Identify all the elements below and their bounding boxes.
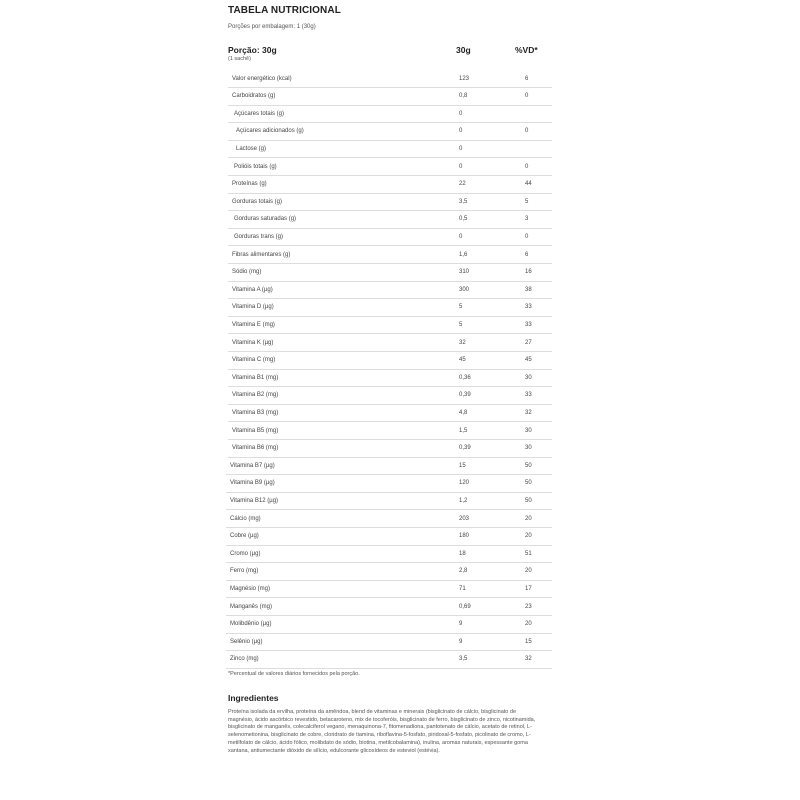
- nutrient-amount: 32: [459, 339, 466, 346]
- table-row: [228, 106, 552, 124]
- nutrient-vd: 16: [525, 269, 532, 276]
- nutrient-vd: 6: [525, 75, 529, 82]
- nutrient-label: Vitamina D (µg): [232, 304, 274, 311]
- nutrient-amount: 310: [459, 269, 470, 276]
- nutrient-label: Zinco (mg): [230, 656, 259, 663]
- nutrient-label: Selênio (µg): [230, 638, 263, 645]
- header-portion-sub: (1 sachê): [228, 56, 251, 62]
- nutrient-vd: 45: [525, 357, 532, 364]
- table-row: [226, 511, 552, 529]
- nutrient-amount: 123: [459, 75, 470, 82]
- nutrient-vd: 38: [525, 286, 532, 293]
- nutrient-amount: 1,2: [459, 497, 468, 504]
- table-row: [226, 528, 552, 546]
- nutrient-amount: 2,8: [459, 568, 468, 575]
- nutrient-amount: 9: [459, 621, 463, 628]
- table-row: [226, 599, 552, 617]
- nutrient-label: Lactose (g): [236, 145, 267, 152]
- nutrient-vd: 20: [525, 515, 532, 522]
- table-row: [226, 493, 552, 511]
- table-row: [226, 634, 552, 652]
- header-portion-label: Porção: 30g: [228, 45, 277, 55]
- nutrient-amount: 9: [459, 638, 463, 645]
- nutrient-label: Vitamina B1 (mg): [232, 374, 279, 381]
- table-row: [226, 458, 552, 476]
- nutrient-label: Cálcio (mg): [230, 515, 261, 522]
- nutrient-vd: 50: [525, 462, 532, 469]
- table-row: [228, 247, 552, 265]
- nutrient-label: Vitamina A (µg): [232, 286, 273, 293]
- nutrient-amount: 22: [459, 181, 466, 188]
- nutrient-amount: 5: [459, 304, 463, 311]
- nutrient-vd: 44: [525, 181, 532, 188]
- nutrient-label: Vitamina B6 (mg): [232, 445, 279, 452]
- nutrient-amount: 300: [459, 286, 470, 293]
- row-divider: [226, 668, 552, 669]
- table-row: [228, 405, 552, 423]
- nutrient-amount: 0,39: [459, 445, 471, 452]
- servings-per-package: Porções por embalagem: 1 (30g): [228, 24, 316, 30]
- nutrient-vd: 17: [525, 585, 532, 592]
- table-row: [228, 317, 552, 335]
- nutrient-vd: 20: [525, 621, 532, 628]
- table-row: [228, 299, 552, 317]
- nutrient-vd: 20: [525, 533, 532, 540]
- table-row: [226, 475, 552, 493]
- nutrition-title: TABELA NUTRICIONAL: [228, 5, 341, 16]
- nutrient-vd: 30: [525, 427, 532, 434]
- nutrient-vd: 32: [525, 656, 532, 663]
- nutrient-vd: 33: [525, 304, 532, 311]
- table-row: [228, 440, 552, 458]
- nutrient-label: Vitamina K (µg): [232, 339, 274, 346]
- table-row: [228, 71, 552, 89]
- nutrient-vd: 0: [525, 93, 529, 100]
- table-row: [228, 211, 552, 229]
- nutrient-vd: 50: [525, 497, 532, 504]
- nutrient-vd: 32: [525, 409, 532, 416]
- nutrient-vd: 33: [525, 392, 532, 399]
- nutrient-vd: 0: [525, 128, 529, 135]
- table-row: [226, 563, 552, 581]
- nutrient-amount: 0,36: [459, 374, 471, 381]
- nutrient-label: Vitamina B9 (µg): [230, 480, 275, 487]
- nutrient-label: Cobre (µg): [230, 533, 259, 540]
- nutrient-label: Gorduras saturadas (g): [234, 216, 297, 223]
- nutrient-vd: 33: [525, 321, 532, 328]
- nutrient-label: Carboidratos (g): [232, 93, 276, 100]
- nutrient-vd: 51: [525, 550, 532, 557]
- nutrient-label: Vitamina C (mg): [232, 357, 276, 364]
- table-row: [228, 387, 552, 405]
- nutrient-label: Gorduras trans (g): [234, 233, 284, 240]
- nutrient-amount: 0,39: [459, 392, 471, 399]
- ingredients-text: Proteína isolada da ervilha, proteína da amêndoa, blend de vitaminas e minerais (bisglicinato de cálcio, bisglicinato de magnésio, ácido ascórbico revestido, betacaroteno, mix de tocoferóis, bisglicinato de ferro, bisglicinato de zinco, nicotinamida, bisglicinato de manganês, colecalciferol vegano, menaquinona-7, fitomenadiona, pantotenato de cálcio, acetato de retinol, L-selenometionina, bisglicinato de cobre, cloridrato de tiamina, riboflavina-5-fosfato, piridoxal-5-fosfato, picolinato de cromo, L-metilfolato de cálcio, ácido fólico, molibdato de sódio, biotina, metilcobalamina), inulina, aromas naturais, espessante goma xantana, antiumectante dióxido de silício, edulcorante glicosídeos de esteviol (estévia).: [228, 709, 536, 754]
- header-vd-column: %VD*: [515, 45, 538, 55]
- nutrient-amount: 180: [459, 533, 470, 540]
- nutrient-label: Valor energético (kcal): [232, 75, 292, 82]
- table-row: [228, 176, 552, 194]
- table-row: [228, 282, 552, 300]
- nutrient-vd: 0: [525, 233, 529, 240]
- table-row: [228, 335, 552, 353]
- nutrient-label: Vitamina B2 (mg): [232, 392, 279, 399]
- nutrient-label: Proteínas (g): [232, 181, 267, 188]
- nutrient-amount: 5: [459, 321, 463, 328]
- nutrient-label: Magnésio (mg): [230, 585, 271, 592]
- table-row: [228, 88, 552, 106]
- nutrient-amount: 0: [459, 233, 463, 240]
- nutrient-amount: 0: [459, 163, 463, 170]
- nutrient-amount: 4,8: [459, 409, 468, 416]
- nutrient-label: Molibdênio (µg): [230, 621, 272, 628]
- nutrient-label: Manganês (mg): [230, 603, 273, 610]
- table-row: [228, 159, 552, 177]
- nutrient-amount: 0,69: [459, 603, 471, 610]
- table-row: [228, 370, 552, 388]
- table-row: [226, 651, 552, 669]
- nutrient-vd: 15: [525, 638, 532, 645]
- nutrient-label: Fibras alimentares (g): [232, 251, 291, 258]
- nutrient-label: Açúcares totais (g): [234, 110, 285, 117]
- nutrient-vd: 27: [525, 339, 532, 346]
- nutrient-amount: 203: [459, 515, 470, 522]
- nutrient-amount: 18: [459, 550, 466, 557]
- nutrient-label: Polióis totais (g): [234, 163, 277, 170]
- nutrient-label: Sódio (mg): [232, 269, 262, 276]
- nutrient-amount: 0: [459, 145, 463, 152]
- nutrient-amount: 0: [459, 128, 463, 135]
- nutrient-label: Vitamina B5 (mg): [232, 427, 279, 434]
- nutrient-amount: 0,8: [459, 93, 468, 100]
- nutrient-amount: 71: [459, 585, 466, 592]
- nutrient-vd: 30: [525, 445, 532, 452]
- nutrient-label: Gorduras totais (g): [232, 198, 283, 205]
- nutrient-label: Vitamina B7 (µg): [230, 462, 275, 469]
- ingredients-heading: Ingredientes: [228, 693, 279, 703]
- nutrient-amount: 1,6: [459, 251, 468, 258]
- table-row: [228, 141, 552, 159]
- nutrient-amount: 15: [459, 462, 466, 469]
- nutrient-vd: 3: [525, 216, 529, 223]
- nutrient-amount: 120: [459, 480, 470, 487]
- table-row: [228, 123, 552, 141]
- nutrient-label: Cromo (µg): [230, 550, 261, 557]
- nutrient-label: Ferro (mg): [230, 568, 259, 575]
- nutrient-vd: 23: [525, 603, 532, 610]
- nutrient-amount: 3,5: [459, 198, 468, 205]
- nutrient-vd: 30: [525, 374, 532, 381]
- table-row: [228, 264, 552, 282]
- table-row: [226, 581, 552, 599]
- nutrient-vd: 0: [525, 163, 529, 170]
- table-row: [228, 194, 552, 212]
- table-row: [228, 229, 552, 247]
- table-row: [228, 423, 552, 441]
- nutrient-vd: 20: [525, 568, 532, 575]
- nutrient-vd: 50: [525, 480, 532, 487]
- nutrient-amount: 0: [459, 110, 463, 117]
- nutrient-label: Vitamina B3 (mg): [232, 409, 279, 416]
- nutrient-vd: 6: [525, 251, 529, 258]
- nutrient-vd: 5: [525, 198, 529, 205]
- header-amount-column: 30g: [456, 45, 471, 55]
- table-row: [226, 546, 552, 564]
- nutrient-amount: 45: [459, 357, 466, 364]
- nutrient-label: Vitamina E (mg): [232, 321, 275, 328]
- footnote: *Percentual de valores diários fornecidos pela porção.: [228, 671, 360, 677]
- table-row: [228, 352, 552, 370]
- nutrient-amount: 3,5: [459, 656, 468, 663]
- table-row: [226, 616, 552, 634]
- nutrient-amount: 1,5: [459, 427, 468, 434]
- nutrient-label: Açúcares adicionados (g): [236, 128, 304, 135]
- nutrient-label: Vitamina B12 (µg): [230, 497, 279, 504]
- nutrient-amount: 0,5: [459, 216, 468, 223]
